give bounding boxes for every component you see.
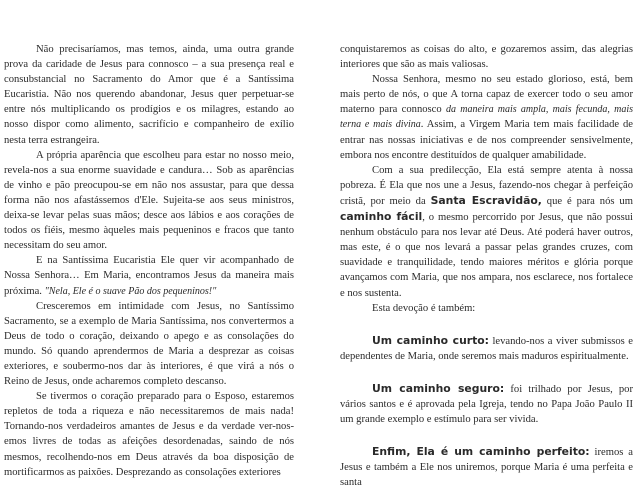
paragraph-text: E na Santíssima Eucaristia Ele quer vir acompanhado de Nossa Senhora… Em Maria, encontramos Jesus da maneira mais próxima. xyxy=(4,255,294,297)
paragraph-text: Nossa Senhora, mesmo no seu estado glorioso, está, bem mais perto de nós, o que A torna capaz de exercer todo o seu amor materno para connosco xyxy=(340,74,633,116)
paragraph-text: foi trilhado por Jesus, por vários santos e é aprovada pela Igreja, tendo no Papa João Paulo II um grande exemplo e estímulo para ser vivida. xyxy=(340,383,633,426)
bold-heading: Um caminho seguro: xyxy=(372,381,505,395)
paragraph-text: . Assim, a Virgem Maria tem mais facilidade de entrar nas nossas iniciativas e de nos compreender sensivelmente, embora nos encontre destituídos de qualquer amabilidade. xyxy=(340,119,633,161)
bold-text: Santa Escravidão, xyxy=(430,193,542,207)
italic-text: da maneira mais ampla, mais fecunda, mais terna e mais divina xyxy=(340,104,633,131)
paragraph-text: , o mesmo percorrido por Jesus, que não possui nenhum obstáculo para nos levar até Deus. Até poderá haver outros, mas este, é o que nos levará a passar pelas grandes cruzes, com suavidade e tranquilidade, tendo maiores méritos e glória porque avançamos com Maria, que nos ampara, nos esclarece, nos fortalece e nos sustenta. xyxy=(340,212,633,299)
paragraph-text: iremos a Jesus e também a Ele nos uniremos, porque Maria é uma perfeita e santa xyxy=(340,447,633,489)
right-column xyxy=(340,42,633,490)
left-column xyxy=(4,42,294,480)
paragraph: Cresceremos em intimidade com Jesus, no Santíssimo Sacramento, se a exemplo de Maria Santíssima, nos convertermos a Deus de todo o coração, deixando o apego e as consolações do mundo. Só quando aprendermos de Maria a desprezar as coisas exteriores, e soubermo-nos dar às interiores, é que virá a nós o Reino de Jesus, onde acharemos completo descanso. xyxy=(4,300,294,388)
bold-heading: Um caminho curto: xyxy=(372,333,489,347)
bold-heading: Enfim, Ela é um caminho perfeito: xyxy=(372,445,590,459)
paragraph: Se tivermos o coração preparado para o Esposo, estaremos repletos de toda a riqueza e não necessitaremos de mais nada! Tornando-nos verdadeiros amantes de Jesus e da verdade ver-nos-emos livres de todas as afeições desordenadas, saindo de nós mesmos, recolhendo-nos em Deus através da boa disposição de mortificarmos as paixões. Desprezando as consolações exteriores xyxy=(4,391,294,478)
paragraph xyxy=(340,72,633,163)
paragraph-text: que é para nós um xyxy=(541,195,633,207)
paragraph xyxy=(340,444,633,490)
paragraph: Não precisaríamos, mas temos, ainda, uma outra grande prova da caridade de Jesus para connosco – a sua presença real e consubstancial no Sacramento do Amor que é a Santíssima Eucaristia. Não nos querendo abandonar, Jesus quer perpetuar-se entre nós multiplicando os prodígios e os milagres, estando ao nosso dispor como alimento, sacrifício e companheiro de exílio nesta terra estrangeira. xyxy=(4,44,294,146)
paragraph: A própria aparência que escolheu para estar no nosso meio, revela-nos a sua enorme suavidade e candura… Sob as aparências de vinho e pão preocupou-se em não nos assustar, para que dessa forma não nos afastássemos d'Ele. Sujeita-se aos seus ministros, deixa-se levar pelas suas mãos; desce aos lábios e aos corações de todos os fiéis, mesmo àqueles mais pequeninos e fracos que tanto necessitam do seu amor. xyxy=(4,149,294,252)
quote: "Nela, Ele é o suave Pão dos pequeninos!" xyxy=(44,285,217,297)
paragraph xyxy=(340,333,633,364)
paragraph xyxy=(340,381,633,427)
paragraph xyxy=(4,253,294,298)
paragraph: conquistaremos as coisas do alto, e gozaremos assim, das alegrias interiores que são as mais valiosas. xyxy=(340,44,633,71)
paragraph-text: levando-nos a viver submissos e dependentes de Maria, onde seremos mais maduros espiritualmente. xyxy=(340,335,633,362)
paragraph: Esta devoção é também: xyxy=(372,302,476,314)
paragraph xyxy=(340,163,633,301)
paragraph-text: Com a sua predilecção, Ela está sempre atenta à nossa pobreza. É Ela que nos une a Jesus, fazendo-nos chegar à perfeição cristã, por meio da xyxy=(340,164,633,207)
bold-text: caminho fácil xyxy=(340,210,423,224)
